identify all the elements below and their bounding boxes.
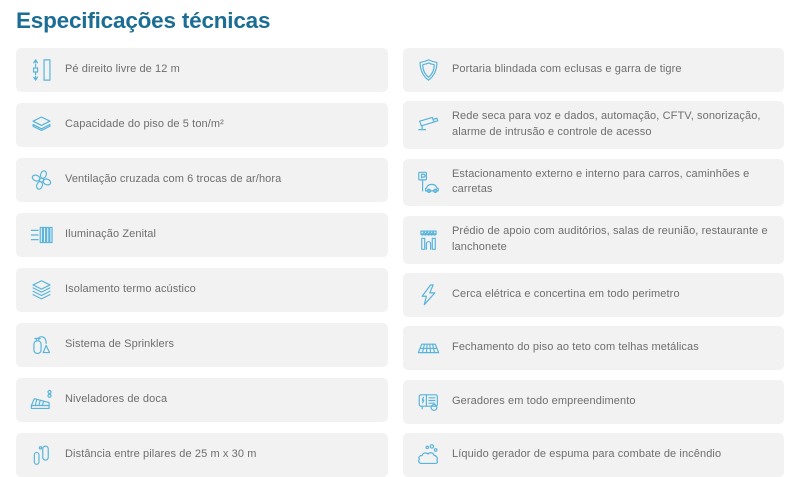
spec-label: Distância entre pilares de 25 m x 30 m [65, 448, 257, 461]
electric-fence-icon [415, 281, 442, 309]
spec-item [403, 159, 784, 207]
fan-icon [28, 166, 55, 194]
spec-label: Ventilação cruzada com 6 trocas de ar/hora [65, 173, 282, 186]
spec-label: Rede seca para voz e dados, automação, CFTV, sonorização, alarme de intrusão e controle de acesso [452, 110, 761, 139]
spec-label: Capacidade do piso de 5 ton/m² [65, 118, 224, 131]
spec-label: Líquido gerador de espuma para combate de incêndio [452, 447, 722, 460]
spec-label: Geradores em todo empreendimento [452, 394, 636, 407]
spec-item [403, 326, 784, 370]
pillars-icon [28, 441, 55, 469]
insulation-layers-icon [28, 276, 55, 304]
spec-label: Sistema de Sprinklers [65, 338, 175, 351]
spec-item [16, 213, 388, 257]
spec-item [16, 103, 388, 147]
spec-item [403, 273, 784, 317]
spec-item [16, 48, 388, 92]
spec-label: Iluminação Zenital [65, 228, 157, 241]
shield-icon [415, 56, 442, 84]
spec-item [403, 48, 784, 92]
ceiling-height-icon [28, 56, 55, 84]
spec-item [16, 378, 388, 422]
specs-right-column [403, 48, 784, 477]
spec-label: Pé direito livre de 12 m [65, 63, 180, 76]
spec-item [403, 101, 784, 149]
spec-label: Isolamento termo acústico [65, 283, 196, 296]
metal-roof-icon [415, 334, 442, 362]
spec-item [16, 323, 388, 367]
generator-icon [415, 388, 442, 416]
zenital-light-icon [28, 221, 55, 249]
spec-label: Niveladores de doca [65, 393, 168, 406]
spec-item [403, 380, 784, 424]
floor-capacity-icon [28, 111, 55, 139]
parking-icon [415, 168, 442, 196]
specs-columns [16, 48, 784, 477]
spec-item [16, 433, 388, 477]
foam-icon [415, 441, 442, 469]
spec-label: Fechamento do piso ao teto com telhas metálicas [452, 341, 699, 354]
support-building-icon [415, 226, 442, 254]
spec-label: Estacionamento externo e interno para carros, caminhões e carretas [452, 167, 750, 196]
spec-label: Prédio de apoio com auditórios, salas de reunião, restaurante e lanchonete [452, 224, 768, 253]
page-title: Especificações técnicas [16, 8, 271, 33]
spec-label: Cerca elétrica e concertina em todo perimetro [452, 287, 680, 300]
dock-leveler-icon [28, 386, 55, 414]
spec-item [403, 216, 784, 264]
specs-left-column [16, 48, 388, 477]
fire-extinguisher-icon [28, 331, 55, 359]
spec-item [16, 158, 388, 202]
spec-label: Portaria blindada com eclusas e garra de tigre [452, 63, 682, 76]
cctv-camera-icon [415, 111, 442, 139]
spec-item [403, 433, 784, 477]
spec-item [16, 268, 388, 312]
